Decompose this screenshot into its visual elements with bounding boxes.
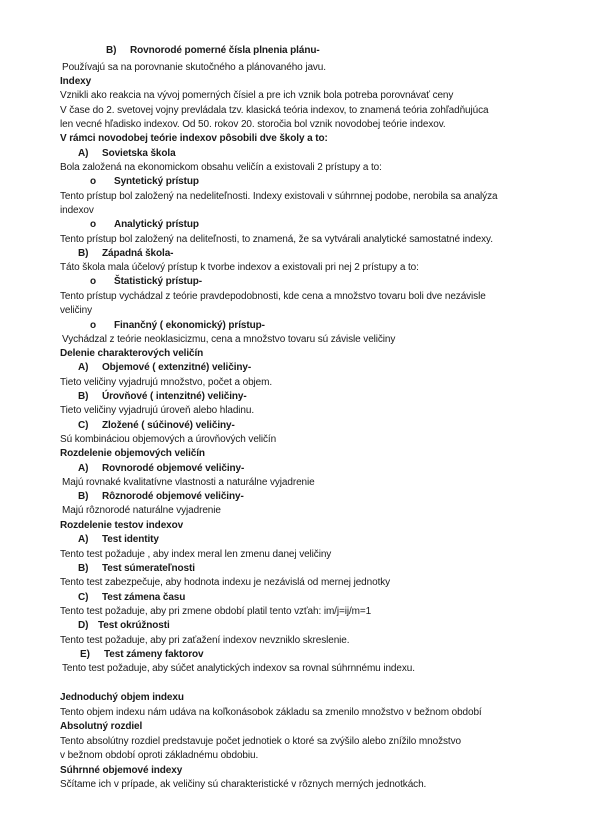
paragraph: Majú rôznorodé naturálne vyjadrenie [62, 505, 221, 516]
bullet-text: Analytický prístup [114, 219, 199, 230]
subheading-a [78, 463, 244, 475]
bullet-marker: o [90, 320, 97, 331]
subheading-text: Západná škola- [102, 248, 174, 259]
bullet-heading [90, 219, 199, 231]
paragraph: Tieto veličiny vyjadrujú úroveň alebo hladinu. [60, 405, 255, 416]
section-heading: Jednoduchý objem indexu [60, 692, 184, 703]
subheading-a [78, 362, 251, 374]
bullet-marker: o [90, 219, 97, 230]
section-heading: Indexy [60, 76, 92, 87]
paragraph: Bola založená na ekonomickom obsahu veličín a existovali 2 prístupy a to: [60, 162, 382, 173]
subheading-text: Sovietska škola [102, 148, 176, 159]
section-heading: Súhrnné objemové indexy [60, 765, 183, 776]
list-marker: A) [78, 148, 89, 159]
subheading-b [106, 45, 320, 57]
paragraph: Sčítame ich v prípade, ak veličiny sú charakteristické v rôznych merných jednotkách. [60, 779, 427, 790]
paragraph: Tento test požaduje, aby súčet analytických indexov sa rovnal súhrnnému indexu. [62, 663, 415, 674]
list-marker: B) [78, 563, 89, 574]
section-heading: Rozdelenie objemových veličín [60, 448, 205, 459]
paragraph: Majú rovnaké kvalitatívne vlastnosti a naturálne vyjadrenie [62, 477, 315, 488]
bullet-heading [90, 176, 199, 188]
paragraph: Tento test zabezpečuje, aby hodnota indexu je nezávislá od mernej jednotky [60, 577, 391, 588]
subheading-a [78, 148, 176, 160]
subheading-b [78, 248, 173, 260]
list-marker: B) [78, 391, 89, 402]
subheading-b [78, 491, 244, 503]
paragraph: Tento absolútny rozdiel predstavuje počet jednotiek o ktoré sa zvýšilo alebo znížilo množstvo [60, 736, 461, 747]
bullet-marker: o [90, 276, 97, 287]
list-marker: A) [78, 463, 89, 474]
subheading-text: Objemové ( extenzitné) veličiny- [102, 362, 252, 373]
subheading-e [80, 649, 204, 661]
subheading-text: Rovnorodé pomerné čísla plnenia plánu- [130, 45, 320, 56]
paragraph: Tieto veličiny vyjadrujú množstvo, počet a objem. [60, 377, 273, 388]
list-marker: C) [78, 592, 89, 603]
section-heading: Absolutný rozdiel [60, 721, 143, 732]
paragraph: Používajú sa na porovnanie skutočného a plánovaného javu. [62, 62, 326, 73]
paragraph: Tento test požaduje, aby pri zmene období platil tento vzťah: im/j=ij/m=1 [60, 606, 372, 617]
subheading-c [78, 420, 235, 432]
paragraph: V čase do 2. svetovej vojny prevládala tzv. klasická teória indexov, to znamená teória zohľadňujúca [60, 105, 489, 116]
paragraph: Tento prístup bol založený na deliteľnosti, to znamená, že sa vytvárali analytické samostatné indexy. [60, 234, 493, 245]
bullet-heading [90, 320, 265, 332]
paragraph: Tento test požaduje , aby index meral len zmenu danej veličiny [60, 549, 332, 560]
list-marker: E) [80, 649, 90, 660]
subheading-d [78, 620, 170, 632]
subheading-text: Rôznorodé objemové veličiny- [102, 491, 244, 502]
subheading-b [78, 391, 247, 403]
paragraph: Tento prístup bol založený na nedeliteľnosti. Indexy existovali v súhrnnej podobe, nerobila sa analýza [60, 191, 498, 202]
paragraph: Vychádzal z teórie neoklasicizmu, cena a množstvo tovaru sú závisle veličiny [62, 334, 396, 345]
bullet-heading [90, 276, 202, 288]
subheading-text: Test identity [102, 534, 159, 545]
list-marker: B) [106, 45, 117, 56]
bullet-text: Syntetický prístup [114, 176, 199, 187]
subheading-text: Test okrúžnosti [98, 620, 170, 631]
list-marker: D) [78, 620, 89, 631]
subheading-text: Úrovňové ( intenzitné) veličiny- [102, 391, 247, 402]
section-heading: Rozdelenie testov indexov [60, 520, 184, 531]
bullet-marker: o [90, 176, 97, 187]
list-marker: B) [78, 491, 89, 502]
paragraph: Sú kombináciou objemových a úrovňových veličín [60, 434, 277, 445]
subheading-a [78, 534, 159, 546]
paragraph: Tento prístup vychádzal z teórie pravdepodobnosti, kde cena a množstvo tovaru boli dve nezávisle [60, 291, 486, 302]
list-marker: A) [78, 362, 89, 373]
paragraph: Vznikli ako reakcia na vývoj pomerných čísiel a pre ich vznik bola potreba porovnávať ceny [60, 90, 454, 101]
paragraph: v bežnom období oproti základnému obdobiu. [60, 750, 259, 761]
paragraph: veličiny [60, 305, 92, 316]
subheading-text: Zložené ( súčinové) veličiny- [102, 420, 235, 431]
subheading-text: Test súmerateľnosti [102, 563, 195, 574]
paragraph: Tento test požaduje, aby pri zaťažení indexov nevzniklo skreslenie. [60, 635, 350, 646]
bullet-text: Štatistický prístup- [114, 276, 203, 287]
paragraph: len vecné hľadisko indexov. Od 50. rokov 20. storočia bol vznik novodobej teórie indexov. [60, 119, 446, 130]
subheading-text: Test zámena času [102, 592, 186, 603]
section-heading: V rámci novodobej teórie indexov pôsobili dve školy a to: [60, 133, 328, 144]
bullet-text: Finančný ( ekonomický) prístup- [114, 320, 265, 331]
subheading-text: Test zámeny faktorov [104, 649, 204, 660]
paragraph: Tento objem indexu nám udáva na koľkonásobok základu sa zmenilo množstvo v bežnom období [60, 707, 482, 718]
paragraph: indexov [60, 205, 94, 216]
subheading-c [78, 592, 185, 604]
paragraph: Táto škola mala účelový prístup k tvorbe indexov a existovali pri nej 2 prístupy a to: [60, 262, 419, 273]
list-marker: A) [78, 534, 89, 545]
subheading-text: Rovnorodé objemové veličiny- [102, 463, 245, 474]
list-marker: B) [78, 248, 89, 259]
section-heading: Delenie charakterových veličín [60, 348, 204, 359]
list-marker: C) [78, 420, 89, 431]
subheading-b [78, 563, 195, 575]
